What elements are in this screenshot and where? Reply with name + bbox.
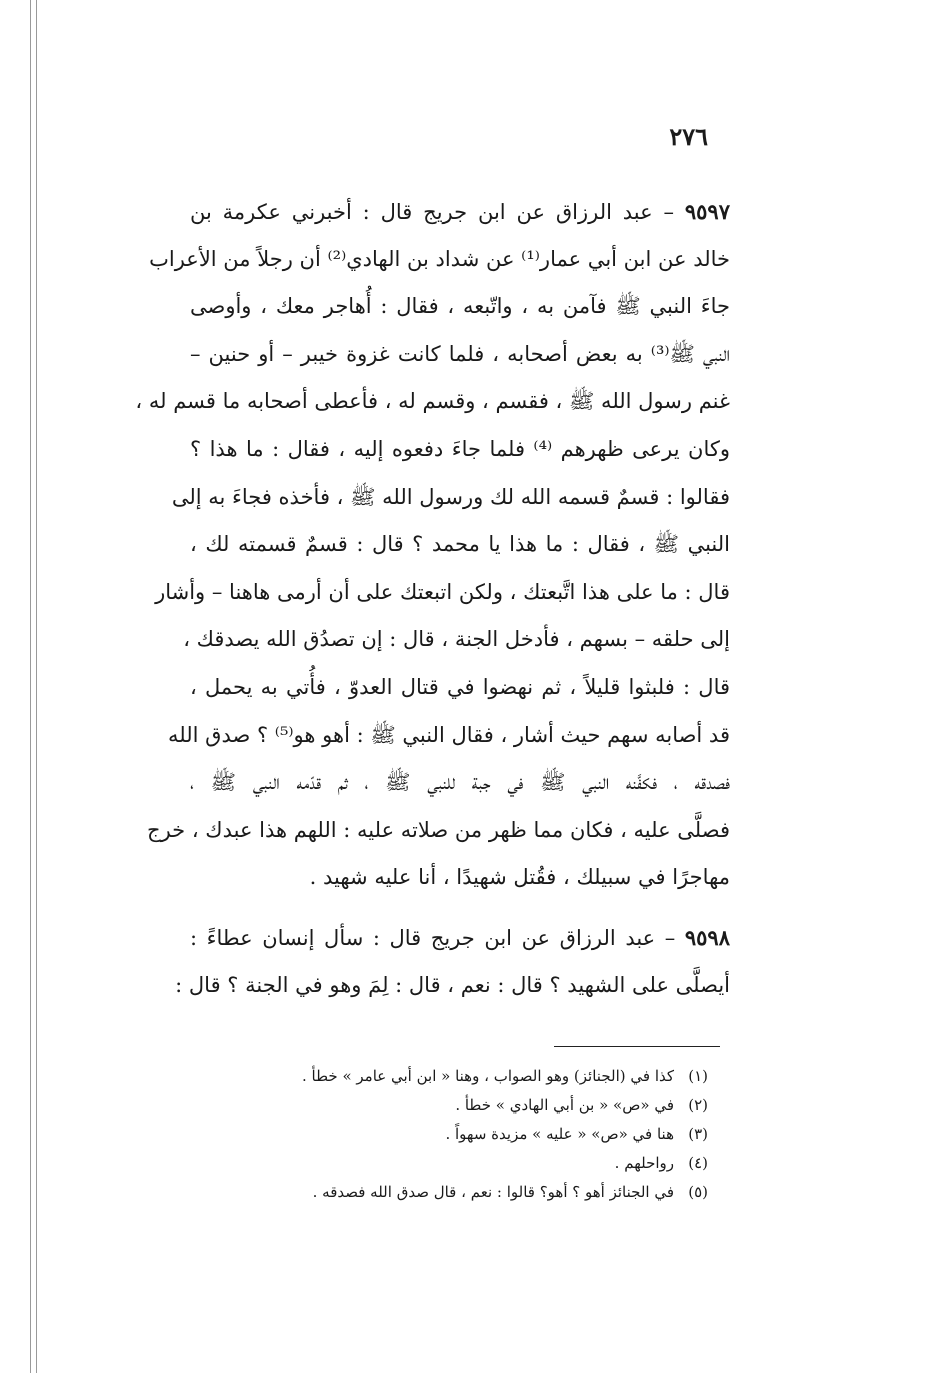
text-line: النبي ﷺ⁽³⁾ به بعض أصحابه ، فلما كانت غزوة خيبر – أو حنين – bbox=[190, 341, 730, 366]
footnote bbox=[188, 1178, 708, 1207]
footnote-text: هنا في «ص» « عليه » مزيدة سهواً . bbox=[445, 1125, 674, 1143]
text-line: مهاجرًا في سبيلك ، فقُتل شهيدًا ، أنا عليه شهيد . bbox=[309, 865, 730, 890]
footnote-marker: (١) bbox=[688, 1067, 708, 1085]
text-line: قال : فلبثوا قليلاً ، ثم نهضوا في قتال العدوّ ، فأُتي به يحمل ، bbox=[190, 674, 730, 699]
text-line: جاءَ النبي ﷺ فآمن به ، واتّبعه ، فقال : أُهاجر معك ، وأوصى bbox=[190, 294, 730, 319]
footnote-marker: (٤) bbox=[688, 1154, 708, 1172]
footnote bbox=[188, 1149, 708, 1178]
text-line: قال : ما على هذا اتَّبعتك ، ولكن اتبعتك على أن أرمى هاهنا – وأشار bbox=[155, 579, 730, 604]
text-line: إلى حلقه – بسهم ، فأدخل الجنة ، قال : إن تصدُق الله يصدقك ، bbox=[183, 627, 730, 652]
footnote bbox=[188, 1120, 708, 1149]
footnote-separator bbox=[554, 1046, 720, 1047]
text-line: فصلَّى عليه ، فكان مما ظهر من صلاته عليه : اللهم هذا عبدك ، خرج bbox=[147, 817, 730, 842]
scan-edge-line bbox=[36, 0, 37, 1373]
footnote bbox=[188, 1091, 708, 1120]
footnote bbox=[188, 1062, 708, 1091]
footnote-text: في «ص» « بن أبي الهادي » خطأ . bbox=[455, 1096, 674, 1114]
text-line: خالد عن ابن أبي عمار⁽¹⁾ عن شداد بن الهادي⁽²⁾ أن رجلاً من الأعراب bbox=[149, 246, 730, 271]
main-text bbox=[135, 188, 730, 1009]
text-line: وكان يرعى ظهرهم ⁽⁴⁾ فلما جاءَ دفعوه إليه ، فقال : ما هذا ؟ bbox=[190, 436, 730, 461]
footnote-marker: (٢) bbox=[688, 1096, 708, 1114]
text-line: فقالوا : قسمٌ قسمه الله لك ورسول الله ﷺ ، فأخذه فجاءَ به إلى bbox=[171, 484, 730, 509]
hadith-number: ٩٥٩٨ bbox=[684, 924, 730, 950]
footnote-text: في الجنائز أهو ؟ أهو؟ قالوا : نعم ، قال صدق الله فصدقه . bbox=[312, 1183, 674, 1201]
scan-edge-line bbox=[30, 0, 31, 1373]
page-number: ٢٧٦ bbox=[669, 122, 708, 151]
footnote-marker: (٥) bbox=[688, 1183, 708, 1201]
footnotes bbox=[188, 1062, 708, 1207]
footnote-marker: (٣) bbox=[688, 1125, 708, 1143]
text-line: فصدقه ، فكفَّنه النبي ﷺ في جبة للنبي ﷺ ، ثم قدّمه النبي ﷺ ، bbox=[190, 770, 730, 795]
text-line: النبي ﷺ ، فقال : ما هذا يا محمد ؟ قال : قسمٌ قسمته لك ، bbox=[190, 532, 730, 557]
text-line: قد أصابه سهم حيث أشار ، فقال النبي ﷺ : أهو هو⁽⁵⁾ ؟ صدق الله bbox=[168, 722, 730, 747]
text-line: أيصلَّى على الشهيد ؟ قال : نعم ، قال : لِمَ وهو في الجنة ؟ قال : bbox=[175, 972, 730, 997]
hadith-number: ٩٥٩٧ bbox=[684, 199, 730, 224]
text-line: ٩٥٩٨ – عبد الرزاق عن ابن جريج قال : سأل إنسان عطاءً : bbox=[190, 924, 730, 950]
text-line: غنم رسول الله ﷺ ، فقسم ، وقسم له ، فأعطى أصحابه ما قسم له ، bbox=[135, 389, 730, 414]
text-line: ٩٥٩٧ – عبد الرزاق عن ابن جريج قال : أخبرني عكرمة بن bbox=[190, 199, 730, 224]
footnote-text: كذا في (الجنائز) وهو الصواب ، وهنا « ابن أبي عامر » خطأ . bbox=[302, 1067, 674, 1085]
footnote-text: رواحلهم . bbox=[614, 1154, 674, 1172]
